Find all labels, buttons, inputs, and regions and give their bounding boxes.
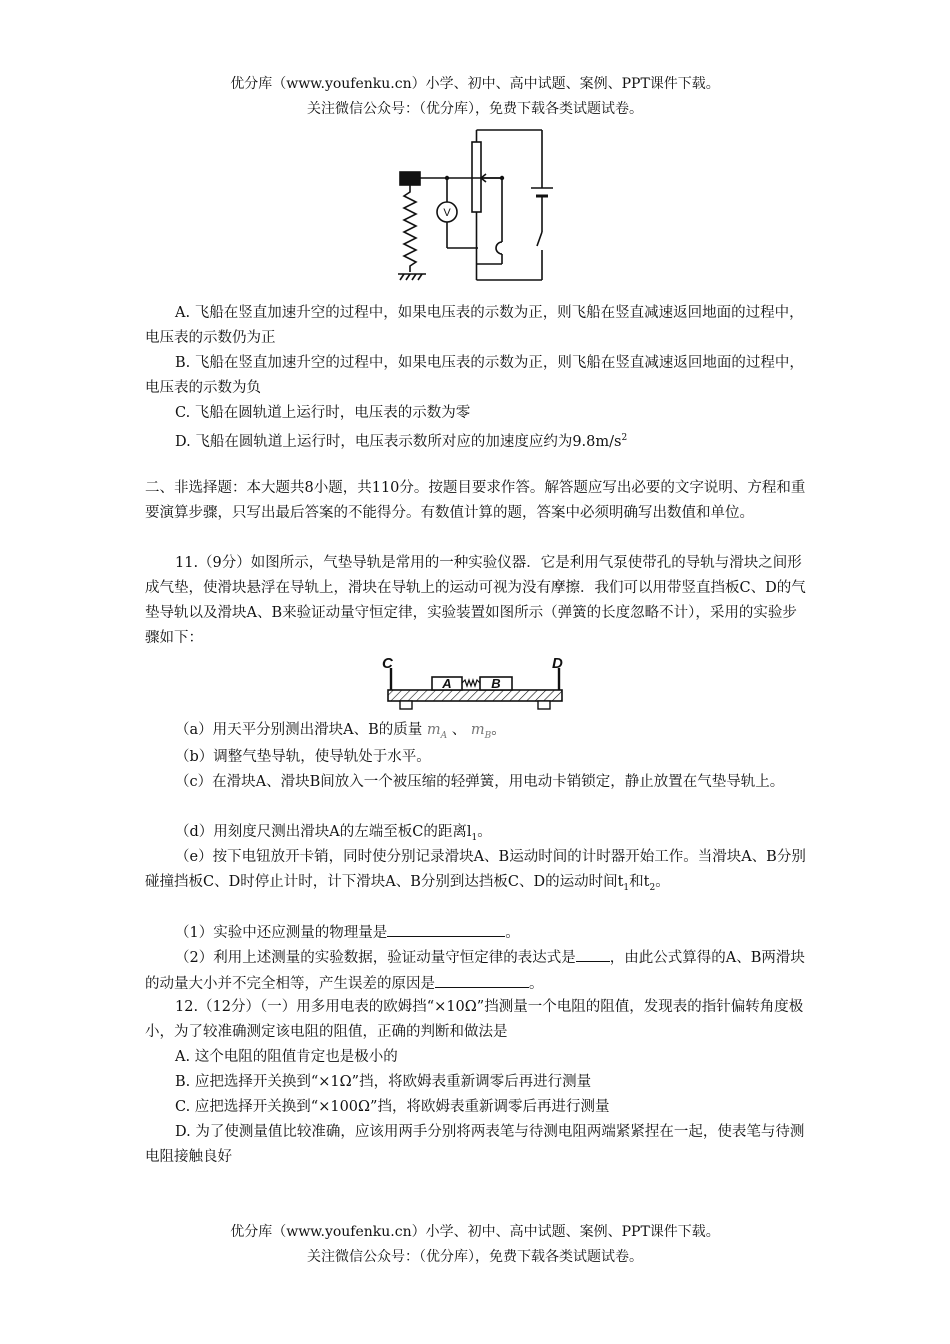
label-a: A — [442, 676, 452, 691]
q12-intro: 12.（12分）（一）用多用电表的欧姆挡“×10Ω”挡测量一个电阻的阻值，发现表的指针偏转角度极小，为了较准确测定该电阻的阻值，正确的判断和做法是 — [145, 999, 804, 1040]
mass-block — [400, 172, 420, 185]
q12-option-a: A. 这个电阻的阻值肯定也是极小的 — [175, 1049, 398, 1065]
q10-option-c: C. 飞船在圆轨道上运行时，电压表的示数为零 — [175, 405, 471, 421]
q11-step-d-text: （d）用刻度尺测出滑块A的左端至板C的距离l — [175, 824, 472, 840]
footer-line-1: 优分库（www.youfenku.cn）小学、初中、高中试题、案例、PPT课件下载。 — [230, 1224, 720, 1240]
q11-step-e-end: 。 — [655, 874, 670, 890]
q11-step-a-text: （a）用天平分别测出滑块A、B的质量 — [175, 722, 423, 738]
q11-step-e-sub2: 2 — [649, 882, 656, 893]
q11-step-e-mid: 和t — [629, 874, 650, 890]
header-line-1: 优分库（www.youfenku.cn）小学、初中、高中试题、案例、PPT课件下载。 — [230, 76, 720, 92]
q11-intro: 11.（9分）如图所示，气垫导轨是常用的一种实验仪器．它是利用气泵使带孔的导轨与滑块之间形成气垫，使滑块悬浮在导轨上，滑块在导轨上的运动可视为没有摩擦．我们可以用带竖直挡板C、D的气垫导轨以及滑块A、B来验证动量守恒定律，实验装置如图所示（弹簧的长度忽略不计），采用的实验步骤如下： — [145, 555, 806, 646]
track-base — [388, 690, 562, 701]
compressed-spring — [462, 680, 480, 686]
q11-step-e-text: （e）按下电钮放开卡销，同时使分别记录滑块A、B运动时间的计时器开始工作。当滑块A、B分别碰撞挡板C、D时停止计时，计下滑块A、B分别到达挡板C、D的运动时间t — [145, 849, 806, 890]
q11-step-d-sub: 1 — [471, 832, 478, 843]
q11-sub-2-text: （2）利用上述测量的实验数据，验证动量守恒定律的表达式是 — [175, 950, 576, 966]
q12-option-c: C. 应把选择开关换到“×100Ω”挡，将欧姆表重新调零后再进行测量 — [175, 1099, 610, 1115]
mass-b-symbol: m — [470, 722, 485, 738]
section-2-heading: 二、非选择题：本大题共8小题，共110分。按题目要求作答。解答题应写出必要的文字说明、方程和重要演算步骤，只写出最后答案的不能得分。有数值计算的题，答案中必须明确写出数值和单位。 — [145, 480, 806, 521]
q10-option-d — [145, 426, 807, 455]
label-d: D — [552, 655, 563, 672]
q11-step-b: （b）调整气垫导轨，使导轨处于水平。 — [175, 749, 431, 765]
mass-a-symbol: m — [426, 722, 441, 738]
answer-blank-2[interactable] — [576, 945, 610, 962]
q11-sub-1 — [145, 920, 807, 946]
q12-option-d: D. 为了使测量值比较准确，应该用两手分别将两表笔与待测电阻两端紧紧捏在一起，使表笔与待测电阻接触良好 — [145, 1124, 805, 1165]
voltmeter — [437, 202, 457, 222]
q11-sub-1-end: 。 — [505, 925, 520, 941]
q11-step-e-sub1: 1 — [623, 882, 630, 893]
label-b: B — [491, 676, 501, 691]
footer-line-2: 关注微信公众号：（优分库），免费下载各类试题试卷。 — [307, 1249, 643, 1265]
mass-a-sub: A — [440, 730, 448, 741]
q10-option-b: B. 飞船在竖直加速升空的过程中，如果电压表的示数为正，则飞船在竖直减速返回地面的过程中，电压表的示数为负 — [145, 355, 804, 396]
voltmeter-label: V — [443, 207, 451, 219]
circuit-figure — [392, 124, 560, 290]
q11-sub-2 — [145, 945, 807, 997]
rheostat — [472, 142, 481, 212]
air-track-figure — [380, 652, 570, 716]
q11-sub-2-mid: ，由此公式算得的A、B两滑块的动量大小并不完全相等，产生误差的原因是 — [145, 950, 805, 992]
q11-sub-2-end: 。 — [529, 976, 544, 992]
spring — [404, 185, 416, 272]
answer-blank-1[interactable] — [387, 920, 505, 937]
q11-step-a-end: 。 — [491, 722, 506, 738]
answer-blank-3[interactable] — [435, 971, 529, 988]
q12-option-b: B. 应把选择开关换到“×1Ω”挡，将欧姆表重新调零后再进行测量 — [175, 1074, 592, 1090]
q10-option-a: A. 飞船在竖直加速升空的过程中，如果电压表的示数为正，则飞船在竖直减速返回地面的过程中，电压表的示数仍为正 — [145, 305, 804, 346]
q11-step-c: （c）在滑块A、滑块B间放入一个被压缩的轻弹簧，用电动卡销锁定，静止放置在气垫导轨上。 — [175, 774, 785, 790]
q11-step-d-end: 。 — [477, 824, 492, 840]
header-line-2: 关注微信公众号：（优分库），免费下载各类试题试卷。 — [307, 101, 643, 117]
q11-step-a-sep: 、 — [451, 722, 467, 738]
q10-option-d-sup: 2 — [621, 433, 628, 443]
q10-option-d-text: D. 飞船在圆轨道上运行时，电压表示数所对应的加速度应约为9.8m/s — [175, 433, 622, 450]
q11-step-e — [145, 845, 807, 901]
q11-sub-1-text: （1）实验中还应测量的物理量是 — [175, 925, 388, 941]
mass-b-sub: B — [484, 730, 492, 741]
label-c: C — [382, 655, 393, 672]
